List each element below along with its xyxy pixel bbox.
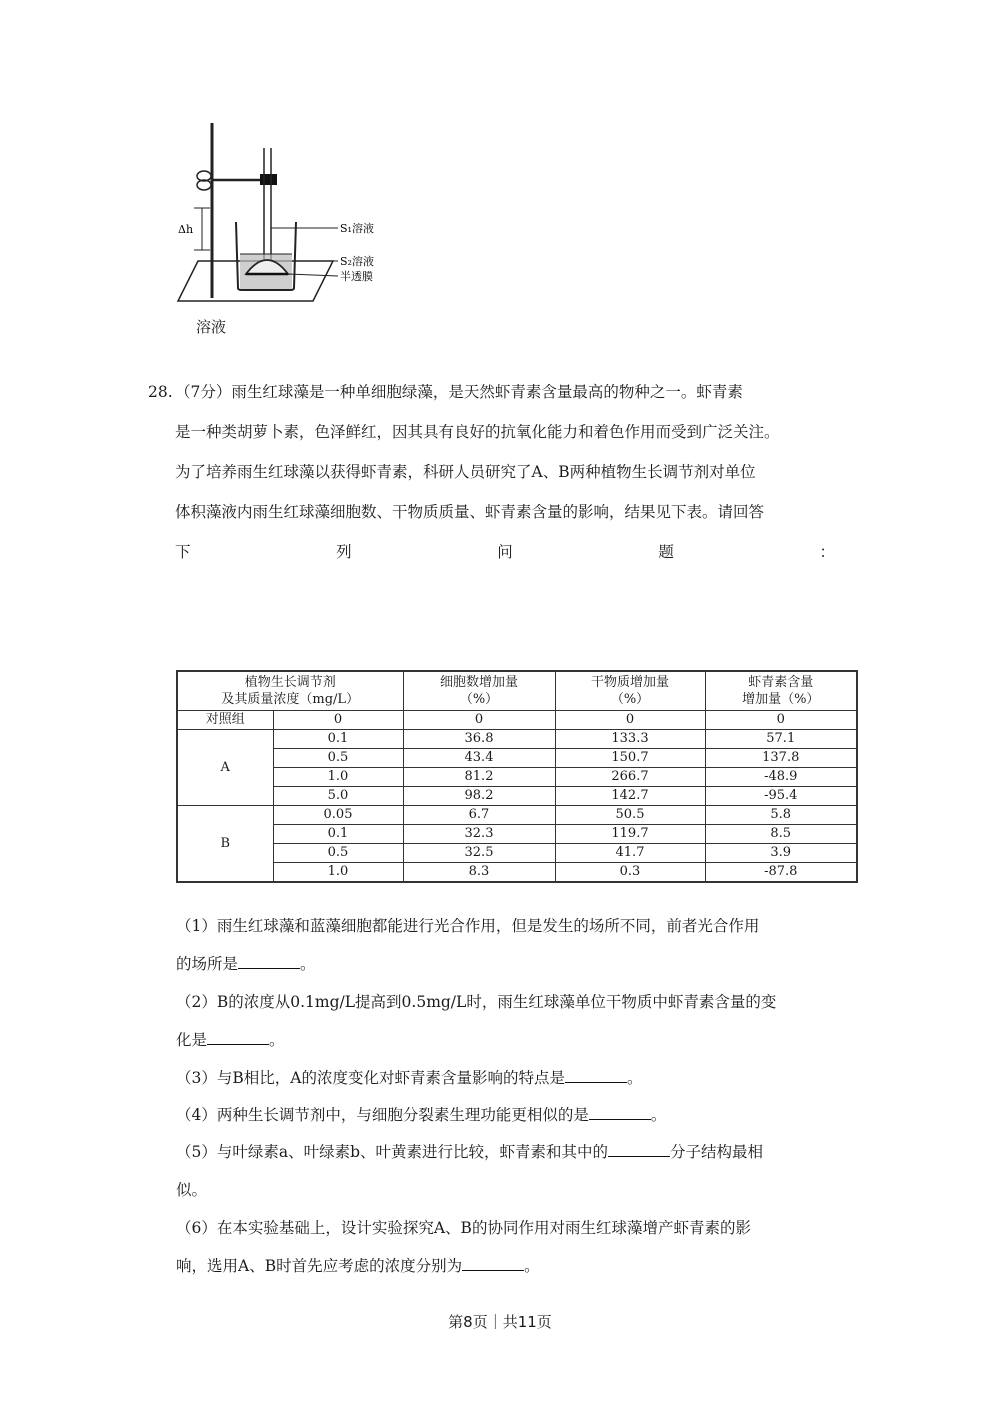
page-footer: 第8页｜共11页 <box>448 1313 552 1331</box>
table-cell: 0 <box>705 711 857 730</box>
table-cell: 1.0 <box>273 863 403 883</box>
answer-blank[interactable] <box>238 954 300 969</box>
table-cell: 50.5 <box>555 806 705 825</box>
table-cell: 41.7 <box>555 844 705 863</box>
table-cell: 43.4 <box>403 749 555 768</box>
membrane-label: 半透膜 <box>340 270 373 283</box>
table-row <box>177 844 857 863</box>
stem-line: 是一种类胡萝卜素，色泽鲜红，因其具有良好的抗氧化能力和着色作用而受到广泛关注。 <box>175 423 780 441</box>
spread-char: 下 <box>175 543 191 561</box>
subquestion-text: （6）在本实验基础上，设计实验探究A、B的协同作用对雨生红球藻增产虾青素的影 <box>176 1219 751 1237</box>
answer-blank[interactable] <box>565 1068 627 1083</box>
answer-blank[interactable] <box>207 1030 269 1045</box>
stem-spread-line <box>175 532 835 572</box>
table-cell: 266.7 <box>555 768 705 787</box>
subquestion-text: 响，选用A、B时首先应考虑的浓度分别为 。 <box>176 1257 540 1275</box>
delta-h-label: Δh <box>178 223 194 236</box>
table-cell: 0.1 <box>273 825 403 844</box>
subquestion-text: 化是 。 <box>176 1031 285 1049</box>
table-cell: -48.9 <box>705 768 857 787</box>
table-cell: 5.0 <box>273 787 403 806</box>
table-cell: 81.2 <box>403 768 555 787</box>
table-row <box>177 825 857 844</box>
osmosis-apparatus-figure <box>168 118 398 343</box>
stem-line: （7分）雨生红球藻是一种单细胞绿藻，是天然虾青素含量最高的物种之一。虾青素 <box>175 383 743 401</box>
table-cell: 0 <box>273 711 403 730</box>
spread-char: 题 <box>658 543 674 561</box>
subquestion-text: （3）与B相比，A的浓度变化对虾青素含量影响的特点是 。 <box>176 1069 643 1087</box>
table-row <box>177 711 857 730</box>
answer-blank[interactable] <box>462 1256 524 1271</box>
table-cell: 0 <box>403 711 555 730</box>
table-cell: 137.8 <box>705 749 857 768</box>
subquestion-text: 的场所是 。 <box>176 955 316 973</box>
table-cell: -87.8 <box>705 863 857 883</box>
control-label: 对照组 <box>177 711 273 730</box>
table-row <box>177 806 857 825</box>
s1-solution-label: S₁溶液 <box>340 222 374 235</box>
answer-blank[interactable] <box>589 1105 651 1120</box>
s2-solution-label: S₂溶液 <box>340 255 374 268</box>
subquestion-2 <box>176 983 866 1059</box>
table-cell: 142.7 <box>555 787 705 806</box>
question-number: 28. <box>148 383 173 401</box>
header-regulator: 植物生长调节剂 及其质量浓度（mg/L） <box>177 671 403 711</box>
subquestion-5 <box>176 1133 866 1209</box>
subquestion-3 <box>176 1059 866 1097</box>
table-cell: 5.8 <box>705 806 857 825</box>
results-table <box>176 670 858 883</box>
subquestion-6 <box>176 1209 866 1285</box>
table-cell: 0 <box>555 711 705 730</box>
answer-blank[interactable] <box>608 1142 670 1157</box>
subquestion-text: （5）与叶绿素a、叶绿素b、叶黄素进行比较，虾青素和其中的 分子结构最相 <box>176 1143 764 1161</box>
subquestion-text: 似。 <box>176 1181 208 1199</box>
group-a-label: A <box>177 730 273 806</box>
subquestion-4 <box>176 1096 866 1134</box>
table-row <box>177 730 857 749</box>
table-cell: 0.5 <box>273 844 403 863</box>
spread-char: 问 <box>497 543 513 561</box>
table-cell: 36.8 <box>403 730 555 749</box>
spread-char: 列 <box>336 543 352 561</box>
stem-line: 体积藻液内雨生红球藻细胞数、干物质质量、虾青素含量的影响，结果见下表。请回答 <box>175 503 765 521</box>
table-cell: 133.3 <box>555 730 705 749</box>
subquestion-1 <box>176 907 866 983</box>
table-cell: 119.7 <box>555 825 705 844</box>
figure-caption: 溶液 <box>196 318 227 336</box>
table-cell: 3.9 <box>705 844 857 863</box>
table-cell: 0.05 <box>273 806 403 825</box>
subquestion-text: （1）雨生红球藻和蓝藻细胞都能进行光合作用，但是发生的场所不同，前者光合作用 <box>176 917 760 935</box>
table-cell: 8.3 <box>403 863 555 883</box>
subquestion-text: （4）两种生长调节剂中，与细胞分裂素生理功能更相似的是 。 <box>176 1106 667 1124</box>
table-cell: -95.4 <box>705 787 857 806</box>
table-row <box>177 749 857 768</box>
table-row <box>177 787 857 806</box>
spread-char: ： <box>819 543 835 561</box>
header-cell-count: 细胞数增加量 （%） <box>403 671 555 711</box>
group-b-label: B <box>177 806 273 883</box>
table-cell: 1.0 <box>273 768 403 787</box>
table-cell: 0.5 <box>273 749 403 768</box>
header-dry-matter: 干物质增加量 （%） <box>555 671 705 711</box>
table-row <box>177 863 857 883</box>
subquestion-text: （2）B的浓度从0.1mg/L提高到0.5mg/L时，雨生红球藻单位干物质中虾青素含量的变 <box>176 993 777 1011</box>
table-cell: 8.5 <box>705 825 857 844</box>
table-cell: 0.3 <box>555 863 705 883</box>
question-stem <box>175 372 865 572</box>
table-cell: 98.2 <box>403 787 555 806</box>
table-header-row <box>177 671 857 711</box>
table-cell: 0.1 <box>273 730 403 749</box>
stem-line: 为了培养雨生红球藻以获得虾青素，科研人员研究了A、B两种植物生长调节剂对单位 <box>175 463 756 481</box>
table-cell: 150.7 <box>555 749 705 768</box>
table-cell: 6.7 <box>403 806 555 825</box>
table-cell: 32.3 <box>403 825 555 844</box>
table-cell: 32.5 <box>403 844 555 863</box>
apparatus-diagram <box>168 118 398 343</box>
table-row <box>177 768 857 787</box>
table-cell: 57.1 <box>705 730 857 749</box>
header-astaxanthin: 虾青素含量 增加量（%） <box>705 671 857 711</box>
